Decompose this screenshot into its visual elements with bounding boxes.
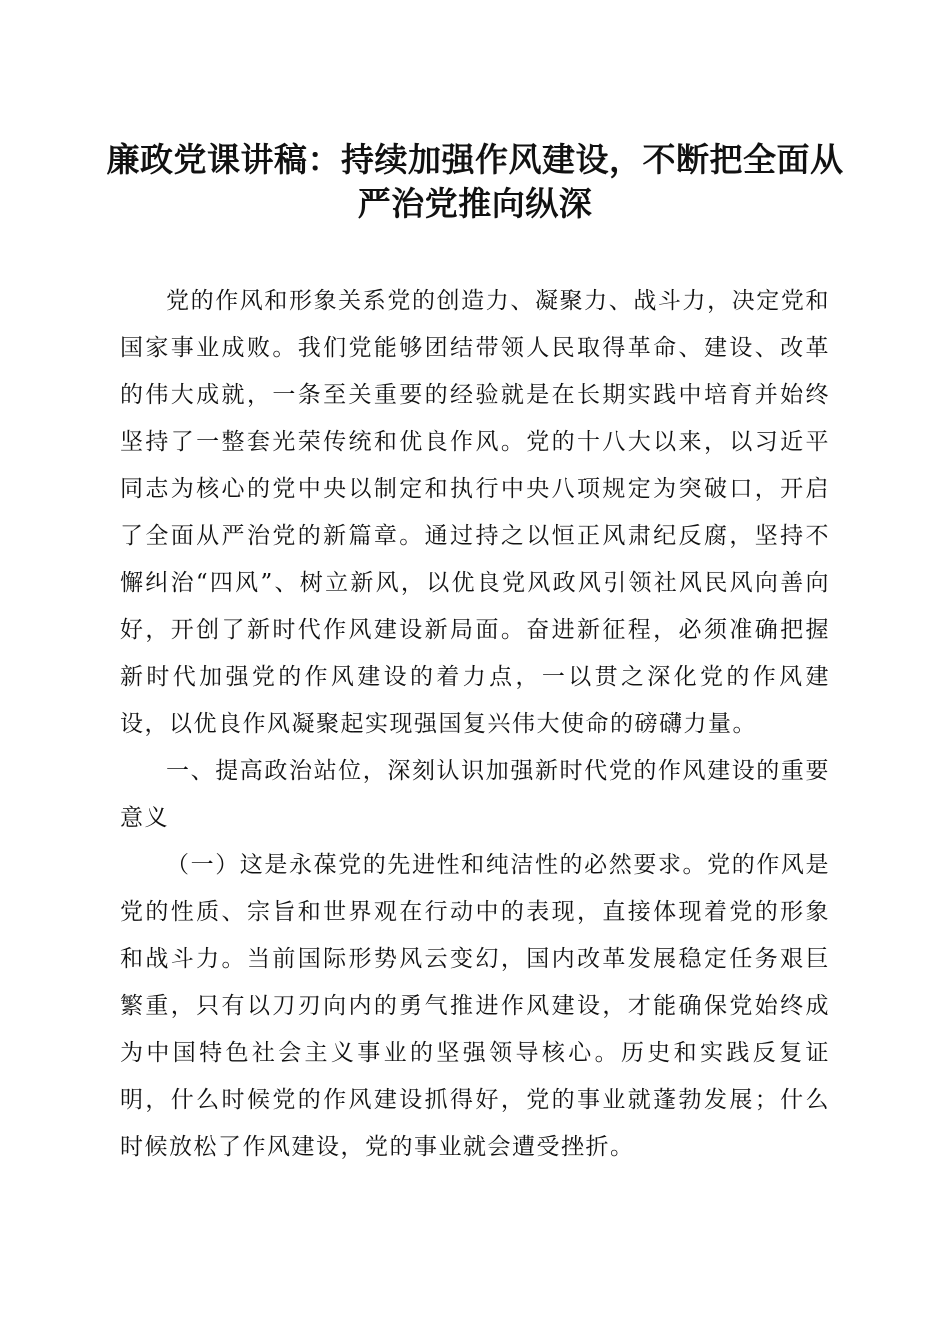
section-heading-1: 一、提高政治站位，深刻认识加强新时代党的作风建设的重要意义	[120, 758, 830, 831]
paragraph-intro: 党的作风和形象关系党的创造力、凝聚力、战斗力，决定党和国家事业成败。我们党能够团结带领人民取得革命、建设、改革的伟大成就，一条至关重要的经验就是在长期实践中培育并始终坚持了一整套光荣传统和优良作风。党的十八大以来，以习近平同志为核心的党中央以制定和执行中央八项规定为突破口，开启了全面从严治党的新篇章。通过持之以恒正风肃纪反腐，坚持不懈纠治“四风”、树立新风，以优良党风政风引领社风民风向善向好，开创了新时代作风建设新局面。奋进新征程，必须准确把握新时代加强党的作风建设的着力点，一以贯之深化党的作风建设，以优良作风凝聚起实现强国复兴伟大使命的磅礴力量。	[120, 288, 830, 737]
document-body	[120, 278, 830, 1171]
document-title: 廉政党课讲稿：持续加强作风建设，不断把全面从严治党推向纵深	[106, 140, 844, 223]
paragraph-subsection-1: （一）这是永葆党的先进性和纯洁性的必然要求。党的作风是党的性质、宗旨和世界观在行动中的表现，直接体现着党的形象和战斗力。当前国际形势风云变幻，国内改革发展稳定任务艰巨繁重，只有以刀刃向内的勇气推进作风建设，才能确保党始终成为中国特色社会主义事业的坚强领导核心。历史和实践反复证明，什么时候党的作风建设抓得好，党的事业就蓬勃发展；什么时候放松了作风建设，党的事业就会遭受挫折。	[120, 852, 830, 1160]
